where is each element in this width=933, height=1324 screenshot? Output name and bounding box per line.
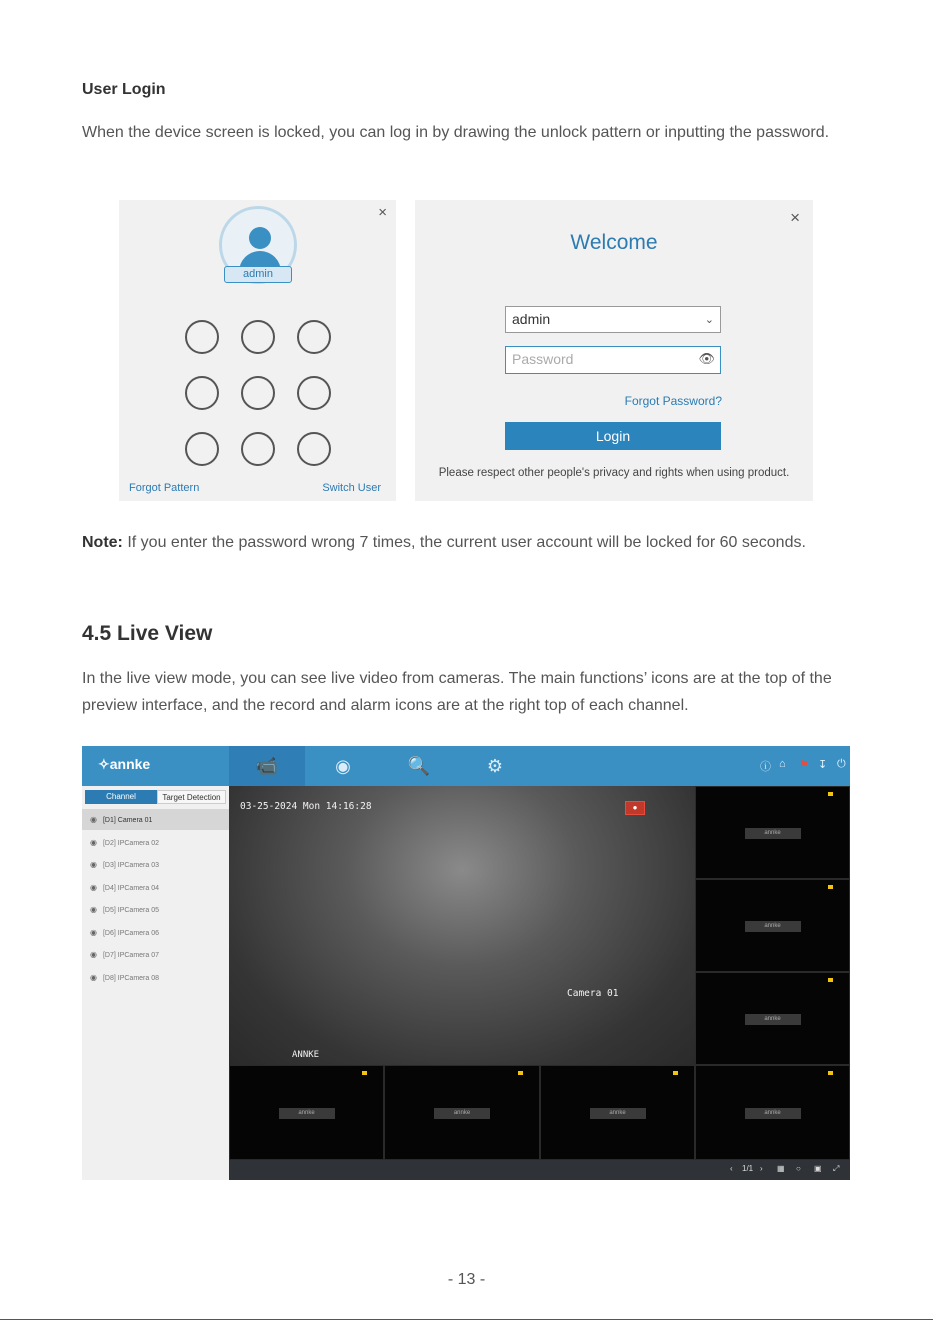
pattern-dot[interactable] — [297, 432, 331, 466]
camera-icon: ◉ — [90, 973, 97, 982]
hide-password-icon[interactable]: 👁 — [698, 351, 715, 366]
record-flag-icon — [828, 792, 833, 796]
tab-channel[interactable]: Channel — [85, 790, 157, 804]
osd-timestamp: 03-25-2024 Mon 14:16:28 — [240, 801, 372, 812]
pattern-dot[interactable] — [185, 432, 219, 466]
download-icon[interactable]: ↧ — [818, 759, 828, 771]
privacy-notice: Please respect other people's privacy and rights when using product. — [438, 467, 790, 479]
camera-icon: ◉ — [90, 950, 97, 959]
camera-list-item[interactable]: ◉ [D2] IPCamera 02 — [90, 838, 160, 847]
nvr-top-bar — [82, 746, 850, 786]
record-flag-icon — [828, 978, 833, 982]
pattern-login-panel — [119, 200, 396, 501]
camera-icon: ◉ — [90, 905, 97, 914]
note-paragraph — [82, 529, 842, 556]
password-login-panel — [415, 200, 813, 501]
camera-icon: ◉ — [90, 883, 97, 892]
nvr-bottom-toolbar — [229, 1160, 850, 1180]
switch-user-link[interactable]: Switch User — [322, 482, 381, 494]
osd-camera-name: Camera 01 — [567, 988, 619, 999]
avatar-head — [249, 227, 271, 249]
camera-icon: ◉ — [90, 928, 97, 937]
sequence-icon[interactable]: ○ — [796, 1164, 801, 1173]
chevron-down-icon: ⌄ — [704, 314, 714, 326]
welcome-title: Welcome — [570, 231, 658, 254]
camera-icon: ◉ — [90, 838, 97, 847]
live-view-description: In the live view mode, you can see live video from cameras. The main functions’ icons are at the top of the preview interface, and the record and alarm icons are at the right top of each channel. — [82, 670, 832, 714]
close-icon[interactable]: × — [378, 204, 387, 221]
camera-icon: ◉ — [90, 860, 97, 869]
record-flag-icon — [362, 1071, 367, 1075]
channel-tile[interactable] — [695, 1065, 850, 1160]
channel-sidebar — [82, 786, 229, 1180]
forgot-password-link[interactable]: Forgot Password? — [624, 394, 722, 408]
pattern-dot[interactable] — [241, 432, 275, 466]
subheading-user-login: User Login — [82, 81, 166, 98]
tile-logo: annke — [434, 1108, 490, 1119]
main-camera-view[interactable] — [229, 786, 695, 1065]
tile-logo: annke — [745, 921, 801, 932]
live-view-icon[interactable]: 📹 — [229, 746, 305, 786]
channel-tile[interactable] — [540, 1065, 695, 1160]
note-text: If you enter the password wrong 7 times, the current user account will be locked for 60 seconds. — [122, 534, 806, 551]
sidebar-tabs — [85, 790, 226, 804]
pattern-dot[interactable] — [297, 376, 331, 410]
pattern-dot[interactable] — [185, 376, 219, 410]
record-flag-icon — [518, 1071, 523, 1075]
alarm-icon[interactable]: ⚑ — [799, 759, 809, 771]
user-tag: admin — [224, 266, 292, 283]
power-icon[interactable]: ⏻ — [837, 758, 846, 770]
intro-paragraph: When the device screen is locked, you can log in by drawing the unlock pattern or inputting the password. — [82, 124, 830, 141]
camera-list-item[interactable]: ◉ [D5] IPCamera 05 — [90, 905, 160, 914]
pattern-dot[interactable] — [241, 376, 275, 410]
password-field[interactable] — [505, 346, 721, 374]
record-icon: ● — [625, 801, 645, 815]
brand-logo: ✧annke — [98, 756, 151, 772]
camera-list-item[interactable]: ◉ [D6] IPCamera 06 — [90, 928, 160, 937]
login-button[interactable]: Login — [505, 422, 721, 450]
settings-icon[interactable]: ⚙ — [486, 756, 504, 776]
camera-list-item[interactable]: ◉ [D4] IPCamera 04 — [90, 883, 160, 892]
username-select[interactable] — [505, 306, 721, 333]
screen-icon[interactable]: ▣ — [814, 1164, 822, 1173]
camera-list-item[interactable]: ◉ [D7] IPCamera 07 — [90, 950, 160, 959]
record-flag-icon — [828, 885, 833, 889]
home-icon[interactable]: ⌂ — [779, 758, 786, 770]
channel-tile[interactable] — [695, 972, 850, 1065]
pattern-dot[interactable] — [241, 320, 275, 354]
playback-icon[interactable]: ◉ — [335, 756, 351, 776]
channel-tile[interactable] — [695, 879, 850, 972]
camera-list-item[interactable]: ◉ [D1] Camera 01 — [82, 809, 229, 830]
bottom-divider — [0, 1319, 933, 1320]
section-heading-live-view: 4.5 Live View — [82, 622, 213, 645]
tile-logo: annke — [590, 1108, 646, 1119]
tab-target-detection[interactable]: Target Detection — [157, 790, 226, 804]
tile-logo: annke — [745, 1014, 801, 1025]
record-flag-icon — [828, 1071, 833, 1075]
channel-tile[interactable] — [695, 786, 850, 879]
search-icon[interactable]: 🔍 — [407, 756, 431, 776]
tile-logo: annke — [745, 1108, 801, 1119]
osd-watermark: ANNKE — [292, 1050, 320, 1060]
layout-icon[interactable]: ▦ — [777, 1164, 785, 1173]
camera-icon: ◉ — [90, 815, 97, 824]
camera-list-item[interactable]: ◉ [D8] IPCamera 08 — [90, 973, 160, 982]
page-indicator: 1/1 — [742, 1164, 754, 1173]
info-icon[interactable]: ⓘ — [760, 761, 771, 773]
channel-tile[interactable] — [229, 1065, 384, 1160]
nvr-live-view-screen — [82, 746, 850, 1180]
next-page-icon[interactable]: › — [760, 1164, 763, 1173]
password-placeholder: Password — [512, 351, 574, 367]
camera-list-item[interactable]: ◉ [D3] IPCamera 03 — [90, 860, 160, 869]
forgot-pattern-link[interactable]: Forgot Pattern — [129, 482, 200, 494]
pattern-dot[interactable] — [297, 320, 331, 354]
fullscreen-icon[interactable]: ⤢ — [833, 1164, 840, 1173]
pattern-dot[interactable] — [185, 320, 219, 354]
prev-page-icon[interactable]: ‹ — [730, 1164, 733, 1173]
record-flag-icon — [673, 1071, 678, 1075]
close-icon[interactable]: × — [790, 208, 800, 227]
tile-logo: annke — [279, 1108, 335, 1119]
page-number: - 13 - — [447, 1271, 486, 1288]
username-value: admin — [512, 311, 551, 327]
note-label: Note: — [82, 534, 123, 551]
channel-tile[interactable] — [384, 1065, 540, 1160]
tile-logo: annke — [745, 828, 801, 839]
